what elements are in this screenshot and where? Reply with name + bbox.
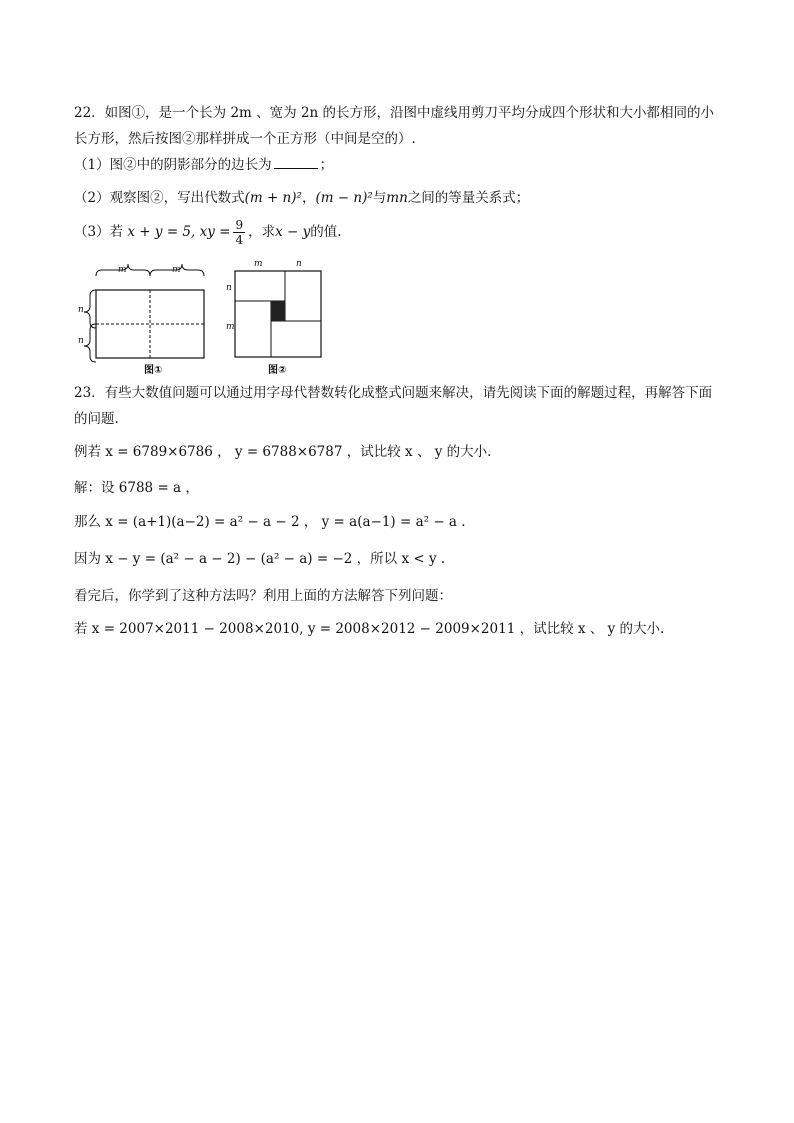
q23-step-2: 因为 x − y = (a² − a − 2) − (a² − a) = −2 ，所以 x < y . (74, 551, 446, 567)
fig2-label-m-top: m (254, 259, 263, 269)
figure-2-square (232, 268, 324, 360)
fraction-9-4 (233, 218, 245, 247)
q22-sub2 (74, 186, 529, 206)
q22-sub1 (74, 153, 333, 173)
shaded-center-square (271, 301, 285, 321)
fraction-numerator: 9 (235, 218, 244, 232)
fig2-caption: 图② (268, 365, 287, 376)
q23-task: 若 x = 2007×2011 − 2008×2010, y = 2008×2012 − 2009×2011 ，试比较 x 、 y 的大小. (74, 621, 665, 637)
fig1-label-n2: n (78, 336, 84, 346)
fig2-label-n-left: n (226, 283, 232, 293)
fig1-label-n1: n (78, 305, 84, 315)
q22-sub2-with: 与 (372, 190, 387, 206)
fraction-denominator: 4 (235, 233, 244, 247)
q22-sub3-text: （3）若 (74, 224, 124, 240)
q23-step-1: 那么 x = (a+1)(a−2) = a² − a − 2 ， y = a(a−1) = a² − a . (74, 514, 466, 530)
expr-mn: mn (386, 190, 408, 206)
fig1-caption: 图① (144, 365, 163, 376)
expr-m-plus-n-sq: (m + n)² (244, 190, 302, 206)
q22-sub1-text: （1）图②中的阴影部分的边长为 (74, 157, 272, 173)
expr-m-minus-n-sq: (m − n)² (315, 190, 373, 206)
q22-sub3-end: 的值. (310, 224, 342, 240)
q23-solution-label: 解：设 6788 = a ， (74, 480, 199, 496)
fig2-label-n-top: n (296, 259, 302, 269)
fig1-label-m2: m (172, 265, 181, 275)
expr-x-minus-y: x − y (275, 224, 311, 240)
fig1-label-m1: m (118, 265, 127, 275)
q22-sub3-condition: x + y = 5, xy = (127, 224, 231, 240)
q22-sub3 (74, 218, 342, 247)
q22-sub2-sep: ， (301, 190, 316, 206)
answer-blank (274, 156, 318, 169)
q22-sub3-ask: ，求 (248, 224, 276, 240)
figure-1-rectangle (70, 262, 220, 372)
fig2-label-m-left: m (226, 322, 235, 332)
q23-example: 例若 x = 6789×6786 ， y = 6788×6787 ，试比较 x 、 y 的大小. (74, 444, 492, 460)
q22-sub1-end: ； (319, 157, 334, 173)
q22-sub2-end: 之间的等量关系式； (407, 190, 530, 206)
q22-sub2-text: （2）观察图②，写出代数式 (74, 190, 245, 206)
q22-stem: 22．如图①，是一个长为 2m 、宽为 2n 的长方形，沿图中虚线用剪刀平均分成四个形状和大小都相同的小长方形，然后按图②那样拼成一个正方形（中间是空的）. (74, 105, 715, 147)
q23-after: 看完后，你学到了这种方法吗？利用上面的方法解答下列问题： (74, 588, 452, 604)
q23-intro: 23．有些大数值问题可以通过用字母代替数转化成整式问题来解决，请先阅读下面的解题过程，再解答下面的问题. (74, 385, 713, 427)
